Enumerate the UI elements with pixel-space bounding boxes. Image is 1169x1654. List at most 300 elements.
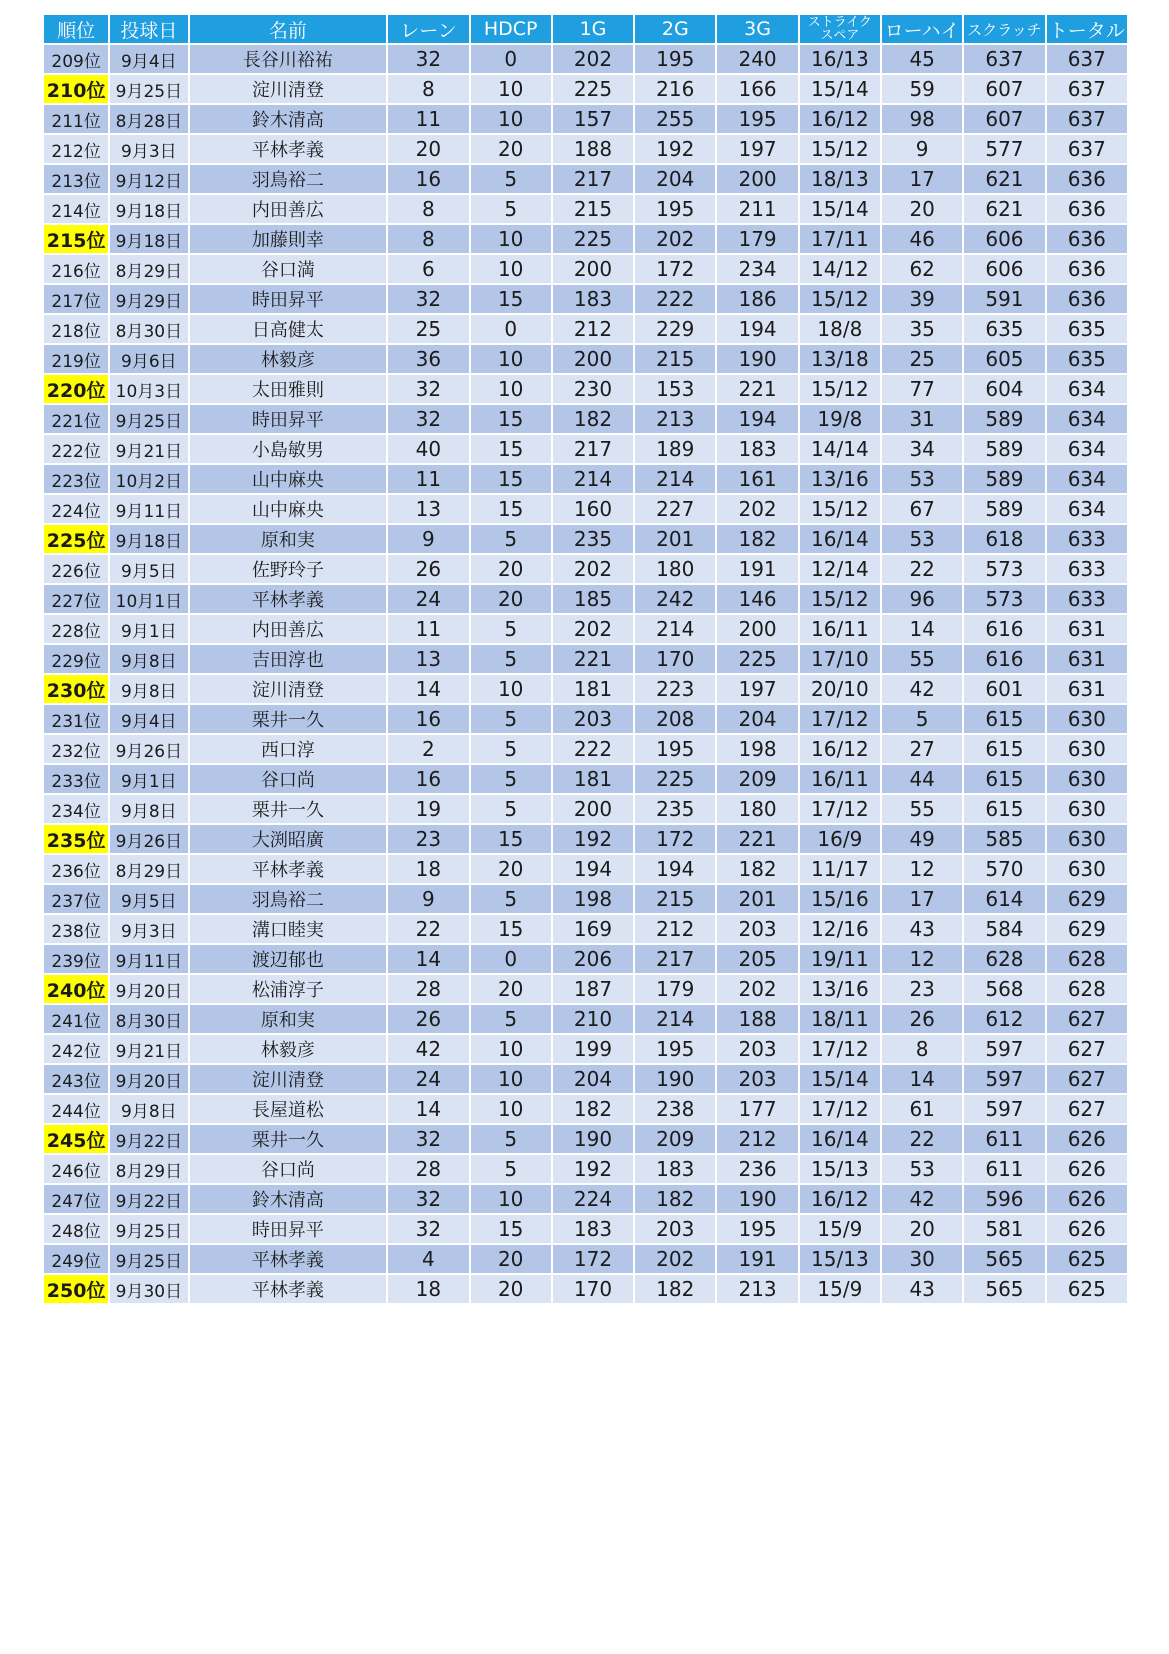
- total-score: 634: [1046, 404, 1128, 434]
- lowhigh-cell: 34: [881, 434, 963, 464]
- table-row: [44, 1214, 1128, 1244]
- game1-score: 181: [552, 764, 634, 794]
- game3-score: 188: [716, 1004, 798, 1034]
- lowhigh-cell: 67: [881, 494, 963, 524]
- table-row: [44, 1004, 1128, 1034]
- strike-spare-cell: 17/12: [799, 794, 881, 824]
- game2-score: 182: [634, 1274, 716, 1304]
- game2-score: 195: [634, 1034, 716, 1064]
- lowhigh-cell: 14: [881, 1064, 963, 1094]
- rank-cell: 233位: [44, 764, 109, 794]
- lane-cell: 32: [387, 374, 469, 404]
- lowhigh-cell: 45: [881, 44, 963, 74]
- rank-cell: 237位: [44, 884, 109, 914]
- date-cell: 9月11日: [109, 944, 188, 974]
- strike-spare-cell: 16/11: [799, 614, 881, 644]
- game3-score: 236: [716, 1154, 798, 1184]
- hdcp-cell: 10: [470, 254, 552, 284]
- lowhigh-cell: 55: [881, 644, 963, 674]
- scratch-score: 614: [963, 884, 1045, 914]
- table-row: [44, 314, 1128, 344]
- total-score: 636: [1046, 194, 1128, 224]
- total-score: 625: [1046, 1244, 1128, 1274]
- hdcp-cell: 20: [470, 584, 552, 614]
- table-row: [44, 824, 1128, 854]
- lowhigh-cell: 9: [881, 134, 963, 164]
- game1-score: 188: [552, 134, 634, 164]
- game3-score: 211: [716, 194, 798, 224]
- strike-spare-cell: 13/16: [799, 974, 881, 1004]
- table-row: [44, 1184, 1128, 1214]
- lowhigh-cell: 42: [881, 1184, 963, 1214]
- table-row: [44, 164, 1128, 194]
- hdcp-cell: 15: [470, 824, 552, 854]
- game2-score: 204: [634, 164, 716, 194]
- game1-score: 192: [552, 1154, 634, 1184]
- name-cell: 羽鳥裕二: [189, 884, 388, 914]
- game2-score: 242: [634, 584, 716, 614]
- table-row: [44, 1034, 1128, 1064]
- name-cell: 谷口尚: [189, 1154, 388, 1184]
- rank-cell: 226位: [44, 554, 109, 584]
- date-cell: 9月25日: [109, 404, 188, 434]
- total-score: 626: [1046, 1184, 1128, 1214]
- game3-score: 197: [716, 134, 798, 164]
- date-cell: 8月29日: [109, 854, 188, 884]
- game3-score: 191: [716, 1244, 798, 1274]
- total-score: 633: [1046, 554, 1128, 584]
- hdcp-cell: 15: [470, 914, 552, 944]
- scratch-score: 589: [963, 404, 1045, 434]
- game1-score: 203: [552, 704, 634, 734]
- lane-cell: 26: [387, 1004, 469, 1034]
- total-score: 629: [1046, 914, 1128, 944]
- total-score: 627: [1046, 1034, 1128, 1064]
- rank-cell: 218位: [44, 314, 109, 344]
- total-score: 637: [1046, 44, 1128, 74]
- total-score: 633: [1046, 524, 1128, 554]
- scratch-score: 589: [963, 464, 1045, 494]
- lane-cell: 24: [387, 584, 469, 614]
- strike-spare-cell: 12/14: [799, 554, 881, 584]
- rank-cell: 245位: [44, 1124, 109, 1154]
- total-score: 627: [1046, 1094, 1128, 1124]
- total-score: 627: [1046, 1064, 1128, 1094]
- hdcp-cell: 5: [470, 524, 552, 554]
- scratch-score: 611: [963, 1124, 1045, 1154]
- total-score: 631: [1046, 644, 1128, 674]
- scratch-score: 621: [963, 194, 1045, 224]
- game3-score: 198: [716, 734, 798, 764]
- table-row: [44, 254, 1128, 284]
- lowhigh-cell: 35: [881, 314, 963, 344]
- game2-score: 209: [634, 1124, 716, 1154]
- lowhigh-cell: 53: [881, 464, 963, 494]
- game1-score: 202: [552, 44, 634, 74]
- total-score: 626: [1046, 1154, 1128, 1184]
- table-row: [44, 1244, 1128, 1274]
- hdcp-cell: 20: [470, 974, 552, 1004]
- header-strike-label: ストライク: [807, 15, 873, 30]
- strike-spare-cell: 15/14: [799, 194, 881, 224]
- game1-score: 221: [552, 644, 634, 674]
- rank-cell: 223位: [44, 464, 109, 494]
- game3-score: 146: [716, 584, 798, 614]
- hdcp-cell: 15: [470, 464, 552, 494]
- scratch-score: 605: [963, 344, 1045, 374]
- name-cell: 平林孝義: [189, 584, 388, 614]
- date-cell: 9月3日: [109, 134, 188, 164]
- name-cell: 鈴木清高: [189, 104, 388, 134]
- lowhigh-cell: 39: [881, 284, 963, 314]
- total-score: 636: [1046, 284, 1128, 314]
- hdcp-cell: 0: [470, 944, 552, 974]
- date-cell: 9月21日: [109, 1034, 188, 1064]
- lowhigh-cell: 12: [881, 944, 963, 974]
- scratch-score: 615: [963, 794, 1045, 824]
- strike-spare-cell: 15/12: [799, 584, 881, 614]
- game1-score: 217: [552, 164, 634, 194]
- date-cell: 9月4日: [109, 704, 188, 734]
- rank-cell: 216位: [44, 254, 109, 284]
- total-score: 628: [1046, 974, 1128, 1004]
- table-row: [44, 794, 1128, 824]
- hdcp-cell: 20: [470, 1244, 552, 1274]
- rank-cell: 215位: [44, 224, 109, 254]
- name-cell: 平林孝義: [189, 134, 388, 164]
- total-score: 636: [1046, 224, 1128, 254]
- date-cell: 9月22日: [109, 1184, 188, 1214]
- hdcp-cell: 5: [470, 194, 552, 224]
- date-cell: 8月29日: [109, 1154, 188, 1184]
- lowhigh-cell: 43: [881, 914, 963, 944]
- game3-score: 190: [716, 1184, 798, 1214]
- game3-score: 202: [716, 974, 798, 1004]
- lane-cell: 40: [387, 434, 469, 464]
- lowhigh-cell: 49: [881, 824, 963, 854]
- rank-cell: 219位: [44, 344, 109, 374]
- scratch-score: 585: [963, 824, 1045, 854]
- name-cell: 松浦淳子: [189, 974, 388, 1004]
- table-header: [44, 15, 1128, 44]
- game3-score: 183: [716, 434, 798, 464]
- lowhigh-cell: 61: [881, 1094, 963, 1124]
- name-cell: 時田昇平: [189, 404, 388, 434]
- name-cell: 大渕昭廣: [189, 824, 388, 854]
- hdcp-cell: 20: [470, 854, 552, 884]
- date-cell: 9月29日: [109, 284, 188, 314]
- rank-cell: 224位: [44, 494, 109, 524]
- total-score: 628: [1046, 944, 1128, 974]
- game1-score: 157: [552, 104, 634, 134]
- game3-score: 205: [716, 944, 798, 974]
- lane-cell: 16: [387, 164, 469, 194]
- rank-cell: 212位: [44, 134, 109, 164]
- game1-score: 212: [552, 314, 634, 344]
- header-total: トータル: [1046, 15, 1128, 44]
- rank-cell: 232位: [44, 734, 109, 764]
- game3-score: 182: [716, 854, 798, 884]
- date-cell: 8月30日: [109, 314, 188, 344]
- strike-spare-cell: 12/16: [799, 914, 881, 944]
- hdcp-cell: 15: [470, 404, 552, 434]
- scratch-score: 621: [963, 164, 1045, 194]
- lane-cell: 4: [387, 1244, 469, 1274]
- lowhigh-cell: 62: [881, 254, 963, 284]
- scratch-score: 607: [963, 74, 1045, 104]
- game3-score: 200: [716, 164, 798, 194]
- game2-score: 208: [634, 704, 716, 734]
- lane-cell: 32: [387, 284, 469, 314]
- table-row: [44, 134, 1128, 164]
- game2-score: 202: [634, 1244, 716, 1274]
- rank-cell: 250位: [44, 1274, 109, 1304]
- rank-cell: 236位: [44, 854, 109, 884]
- rank-cell: 229位: [44, 644, 109, 674]
- lane-cell: 24: [387, 1064, 469, 1094]
- game2-score: 195: [634, 194, 716, 224]
- rank-cell: 246位: [44, 1154, 109, 1184]
- hdcp-cell: 10: [470, 1094, 552, 1124]
- total-score: 633: [1046, 584, 1128, 614]
- date-cell: 9月4日: [109, 44, 188, 74]
- strike-spare-cell: 17/10: [799, 644, 881, 674]
- table-row: [44, 704, 1128, 734]
- hdcp-cell: 5: [470, 614, 552, 644]
- strike-spare-cell: 16/13: [799, 44, 881, 74]
- date-cell: 9月21日: [109, 434, 188, 464]
- lowhigh-cell: 43: [881, 1274, 963, 1304]
- lowhigh-cell: 42: [881, 674, 963, 704]
- hdcp-cell: 10: [470, 374, 552, 404]
- rank-cell: 230位: [44, 674, 109, 704]
- rank-cell: 234位: [44, 794, 109, 824]
- game3-score: 194: [716, 314, 798, 344]
- game3-score: 161: [716, 464, 798, 494]
- game3-score: 200: [716, 614, 798, 644]
- table-body: [44, 44, 1128, 1304]
- total-score: 627: [1046, 1004, 1128, 1034]
- strike-spare-cell: 14/12: [799, 254, 881, 284]
- date-cell: 9月5日: [109, 554, 188, 584]
- game1-score: 204: [552, 1064, 634, 1094]
- name-cell: 長屋道松: [189, 1094, 388, 1124]
- total-score: 626: [1046, 1214, 1128, 1244]
- game3-score: 195: [716, 104, 798, 134]
- total-score: 637: [1046, 74, 1128, 104]
- lowhigh-cell: 22: [881, 554, 963, 584]
- strike-spare-cell: 15/9: [799, 1274, 881, 1304]
- game3-score: 203: [716, 1064, 798, 1094]
- lane-cell: 6: [387, 254, 469, 284]
- strike-spare-cell: 15/16: [799, 884, 881, 914]
- name-cell: 平林孝義: [189, 1244, 388, 1274]
- strike-spare-cell: 14/14: [799, 434, 881, 464]
- scratch-score: 616: [963, 644, 1045, 674]
- hdcp-cell: 10: [470, 344, 552, 374]
- scratch-score: 591: [963, 284, 1045, 314]
- total-score: 630: [1046, 794, 1128, 824]
- hdcp-cell: 5: [470, 1004, 552, 1034]
- name-cell: 栗井一久: [189, 794, 388, 824]
- scratch-score: 607: [963, 104, 1045, 134]
- strike-spare-cell: 15/14: [799, 74, 881, 104]
- name-cell: 時田昇平: [189, 1214, 388, 1244]
- scratch-score: 601: [963, 674, 1045, 704]
- game2-score: 189: [634, 434, 716, 464]
- rank-cell: 244位: [44, 1094, 109, 1124]
- strike-spare-cell: 15/13: [799, 1244, 881, 1274]
- hdcp-cell: 5: [470, 734, 552, 764]
- game2-score: 153: [634, 374, 716, 404]
- table-row: [44, 464, 1128, 494]
- table-row: [44, 1064, 1128, 1094]
- lowhigh-cell: 53: [881, 1154, 963, 1184]
- game2-score: 217: [634, 944, 716, 974]
- total-score: 634: [1046, 434, 1128, 464]
- rank-cell: 227位: [44, 584, 109, 614]
- rank-cell: 221位: [44, 404, 109, 434]
- date-cell: 10月1日: [109, 584, 188, 614]
- date-cell: 9月8日: [109, 644, 188, 674]
- total-score: 631: [1046, 674, 1128, 704]
- date-cell: 8月29日: [109, 254, 188, 284]
- name-cell: 佐野玲子: [189, 554, 388, 584]
- hdcp-cell: 20: [470, 134, 552, 164]
- date-cell: 9月26日: [109, 824, 188, 854]
- game3-score: 209: [716, 764, 798, 794]
- lane-cell: 14: [387, 674, 469, 704]
- lowhigh-cell: 46: [881, 224, 963, 254]
- lowhigh-cell: 8: [881, 1034, 963, 1064]
- date-cell: 9月25日: [109, 1244, 188, 1274]
- game1-score: 200: [552, 794, 634, 824]
- header-rank: 順位: [44, 15, 109, 44]
- date-cell: 9月1日: [109, 614, 188, 644]
- lane-cell: 26: [387, 554, 469, 584]
- table-row: [44, 584, 1128, 614]
- date-cell: 9月8日: [109, 794, 188, 824]
- game3-score: 190: [716, 344, 798, 374]
- date-cell: 9月26日: [109, 734, 188, 764]
- lowhigh-cell: 31: [881, 404, 963, 434]
- game1-score: 172: [552, 1244, 634, 1274]
- scratch-score: 615: [963, 734, 1045, 764]
- game3-score: 195: [716, 1214, 798, 1244]
- game2-score: 195: [634, 44, 716, 74]
- table-row: [44, 494, 1128, 524]
- game1-score: 215: [552, 194, 634, 224]
- game2-score: 213: [634, 404, 716, 434]
- table-row: [44, 764, 1128, 794]
- scratch-score: 573: [963, 554, 1045, 584]
- scratch-score: 565: [963, 1274, 1045, 1304]
- table-row: [44, 1124, 1128, 1154]
- game2-score: 190: [634, 1064, 716, 1094]
- name-cell: 小島敏男: [189, 434, 388, 464]
- name-cell: 林毅彦: [189, 1034, 388, 1064]
- game3-score: 225: [716, 644, 798, 674]
- strike-spare-cell: 15/13: [799, 1154, 881, 1184]
- scratch-score: 606: [963, 254, 1045, 284]
- lowhigh-cell: 17: [881, 884, 963, 914]
- strike-spare-cell: 18/13: [799, 164, 881, 194]
- game3-score: 203: [716, 1034, 798, 1064]
- scratch-score: 597: [963, 1094, 1045, 1124]
- table-row: [44, 1274, 1128, 1304]
- table-row: [44, 554, 1128, 584]
- table-row: [44, 434, 1128, 464]
- game2-score: 229: [634, 314, 716, 344]
- game1-score: 214: [552, 464, 634, 494]
- scratch-score: 604: [963, 374, 1045, 404]
- game1-score: 187: [552, 974, 634, 1004]
- game1-score: 202: [552, 614, 634, 644]
- date-cell: 9月8日: [109, 674, 188, 704]
- hdcp-cell: 10: [470, 1034, 552, 1064]
- game2-score: 235: [634, 794, 716, 824]
- name-cell: 栗井一久: [189, 1124, 388, 1154]
- game1-score: 192: [552, 824, 634, 854]
- game3-score: 186: [716, 284, 798, 314]
- name-cell: 谷口満: [189, 254, 388, 284]
- name-cell: 渡辺郁也: [189, 944, 388, 974]
- header-game1: 1G: [552, 15, 634, 44]
- game3-score: 221: [716, 374, 798, 404]
- name-cell: 長谷川裕祐: [189, 44, 388, 74]
- rank-cell: 213位: [44, 164, 109, 194]
- table-row: [44, 44, 1128, 74]
- date-cell: 9月1日: [109, 764, 188, 794]
- lane-cell: 2: [387, 734, 469, 764]
- strike-spare-cell: 15/12: [799, 374, 881, 404]
- header-lowhigh: ローハイ: [881, 15, 963, 44]
- lowhigh-cell: 25: [881, 344, 963, 374]
- game3-score: 204: [716, 704, 798, 734]
- table-row: [44, 644, 1128, 674]
- game1-score: 230: [552, 374, 634, 404]
- table-row: [44, 854, 1128, 884]
- lowhigh-cell: 14: [881, 614, 963, 644]
- strike-spare-cell: 16/12: [799, 734, 881, 764]
- hdcp-cell: 5: [470, 884, 552, 914]
- game1-score: 190: [552, 1124, 634, 1154]
- game1-score: 222: [552, 734, 634, 764]
- hdcp-cell: 0: [470, 44, 552, 74]
- strike-spare-cell: 19/8: [799, 404, 881, 434]
- header-lane: レーン: [387, 15, 469, 44]
- strike-spare-cell: 17/12: [799, 704, 881, 734]
- game2-score: 255: [634, 104, 716, 134]
- lowhigh-cell: 17: [881, 164, 963, 194]
- date-cell: 9月30日: [109, 1274, 188, 1304]
- table-row: [44, 674, 1128, 704]
- game3-score: 180: [716, 794, 798, 824]
- name-cell: 山中麻央: [189, 464, 388, 494]
- strike-spare-cell: 20/10: [799, 674, 881, 704]
- total-score: 634: [1046, 374, 1128, 404]
- lowhigh-cell: 96: [881, 584, 963, 614]
- scratch-score: 628: [963, 944, 1045, 974]
- header-name: 名前: [189, 15, 388, 44]
- scratch-score: 565: [963, 1244, 1045, 1274]
- header-date: 投球日: [109, 15, 188, 44]
- game1-score: 225: [552, 74, 634, 104]
- strike-spare-cell: 13/18: [799, 344, 881, 374]
- rank-cell: 242位: [44, 1034, 109, 1064]
- header-hdcp: HDCP: [470, 15, 552, 44]
- total-score: 636: [1046, 254, 1128, 284]
